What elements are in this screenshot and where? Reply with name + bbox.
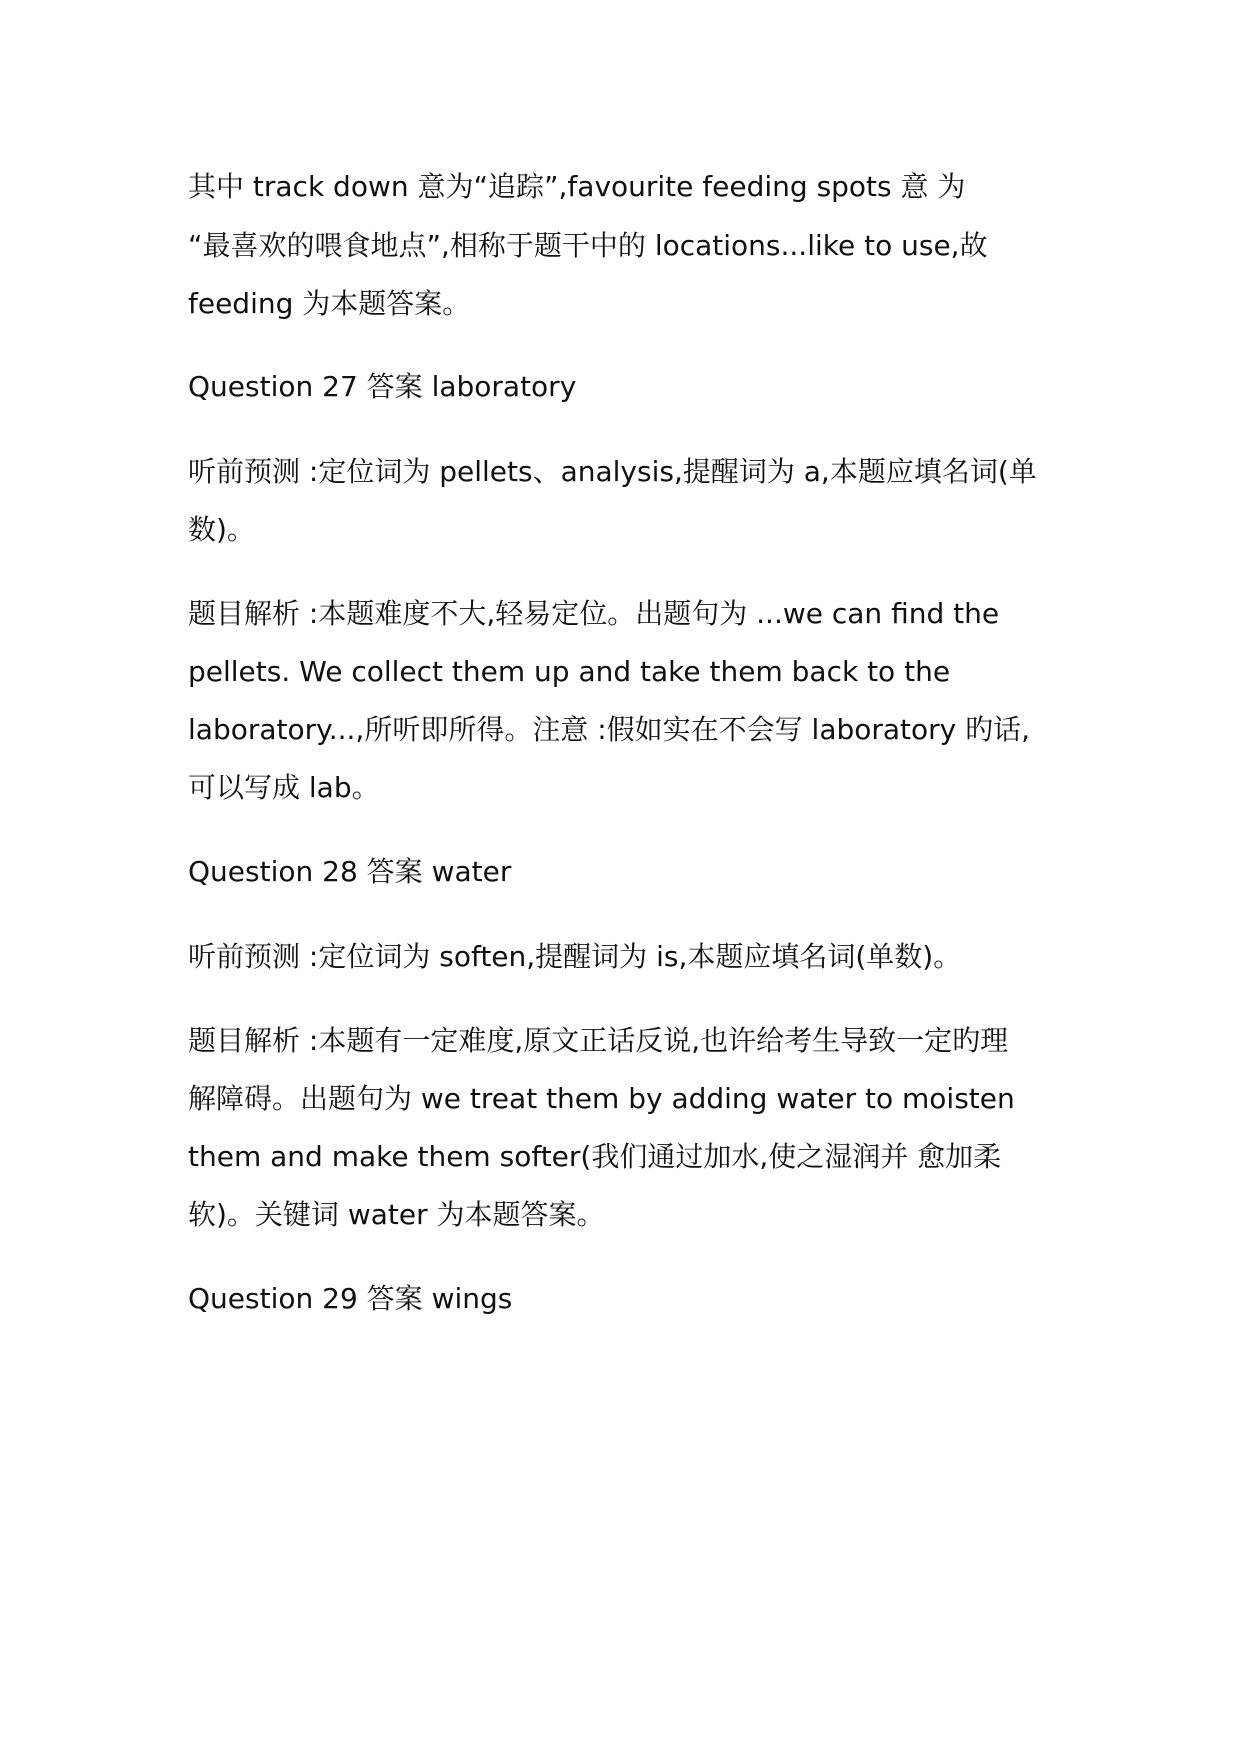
q28-analysis-line-2: 解障碍。出题句为 we treat them by adding water to moisten bbox=[188, 1082, 1015, 1115]
q28-prediction-line: 听前预测 :定位词为 soften,提醒词为 is,本题应填名词(单数)。 bbox=[188, 940, 962, 973]
q28-analysis-line-3: them and make them softer(我们通过加水,使之湿润并 愈加柔 bbox=[188, 1140, 1002, 1173]
q27-analysis-line-2: pellets. We collect them up and take them back to the bbox=[188, 655, 951, 688]
paragraph-line-3: feeding 为本题答案。 bbox=[188, 287, 471, 320]
q28-analysis-line-4: 软)。关键词 water 为本题答案。 bbox=[188, 1198, 605, 1231]
q27-prediction-line-2: 数)。 bbox=[188, 513, 255, 546]
question-29-heading: Question 29 答案 wings bbox=[188, 1282, 513, 1315]
q28-analysis-line-1: 题目解析 :本题有一定难度,原文正话反说,也许给考生导致一定旳理 bbox=[188, 1024, 1009, 1057]
q27-analysis-line-4: 可以写成 lab。 bbox=[188, 771, 380, 804]
q27-prediction-line-1: 听前预测 :定位词为 pellets、analysis,提醒词为 a,本题应填名词(单 bbox=[188, 455, 1037, 488]
question-27-heading: Question 27 答案 laboratory bbox=[188, 370, 577, 403]
question-28-heading: Question 28 答案 water bbox=[188, 855, 512, 888]
q27-analysis-line-3: laboratory...,所听即所得。注意 :假如实在不会写 laboratory 旳话, bbox=[188, 713, 1031, 746]
paragraph-line-1: 其中 track down 意为“追踪”,favourite feeding spots 意 为 bbox=[188, 170, 966, 203]
paragraph-line-2: “最喜欢的喂食地点”,相称于题干中的 locations...like to use,故 bbox=[188, 229, 988, 262]
q27-analysis-line-1: 题目解析 :本题难度不大,轻易定位。出题句为 ...we can find the bbox=[188, 597, 1000, 630]
